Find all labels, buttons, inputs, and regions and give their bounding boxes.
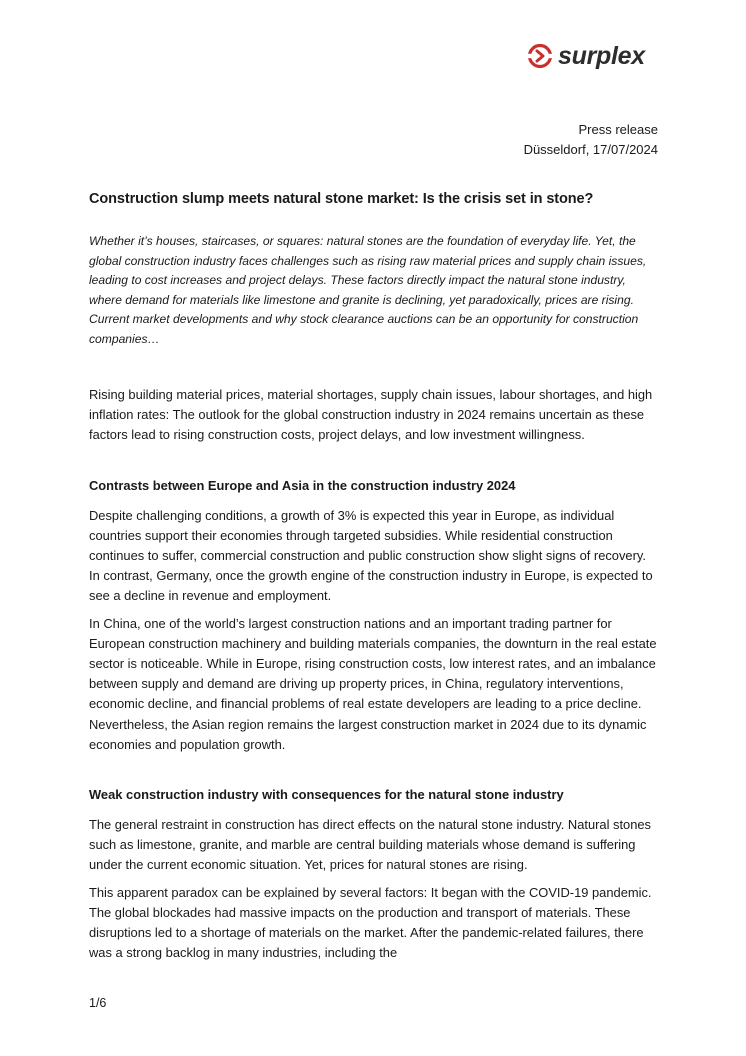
surplex-logo bbox=[526, 42, 645, 70]
page-number: 1/6 bbox=[89, 996, 107, 1010]
section2-paragraph-1: The general restraint in construction has direct effects on the natural stone industry. Natural stones such as limestone, granite, and marble are central building materials whose demand is suffering under the current economic situation. Yet, prices for natural stones are rising. bbox=[89, 817, 652, 873]
lead-paragraph: Whether it’s houses, staircases, or squares: natural stones are the foundation of everyday life. Yet, the global construction industry faces challenges such as rising raw material prices and supply chain issues, leading to cost increases and project delays. These factors directly impact the natural stone industry, where demand for materials like limestone and granite is declining, yet paradoxically, prices are rising. Current market developments and why stock clearance auctions can be an opportunity for construction companies… bbox=[89, 234, 647, 346]
section1-paragraph-2: In China, one of the world’s largest construction nations and an important trading partner for European construction machinery and building materials companies, the downturn in the real estate sector is noticeable. While in Europe, rising construction costs, low interest rates, and an imbalance between supply and demand are driving up property prices, in China, regulatory interventions, economic decline, and financial problems of real estate developers are leading to a price decline. Nevertheless, the Asian region remains the largest construction market in 2024 due to its dynamic economies and population growth. bbox=[89, 615, 657, 752]
document-type: Press release bbox=[578, 122, 658, 137]
intro-paragraph: Rising building material prices, material shortages, supply chain issues, labour shortages, and high inflation rates: The outlook for the global construction industry in 2024 remains uncertain as these factors lead to rising construction costs, project delays, and low investment willingness. bbox=[89, 387, 653, 443]
surplex-logo-icon bbox=[526, 42, 554, 70]
article-body bbox=[89, 188, 659, 970]
section2-paragraph-2: This apparent paradox can be explained by several factors: It began with the COVID-19 pandemic. The global blockades had massive impacts on the production and transport of materials. These disruptions led to a shortage of materials on the market. After the pandemic-related failures, there was a strong backlog in many industries, including the bbox=[89, 884, 652, 961]
section1-paragraph-1: Despite challenging conditions, a growth of 3% is expected this year in Europe, as individual countries support their economies through targeted subsidies. While residential construction continues to suffer, commercial construction and public construction show slight signs of recovery. In contrast, Germany, once the growth engine of the construction industry in Europe, is expected to see a decline in revenue and employment. bbox=[89, 507, 653, 604]
section2-heading: Weak construction industry with consequences for the natural stone industry bbox=[89, 787, 564, 803]
place-date: Düsseldorf, 17/07/2024 bbox=[523, 142, 658, 157]
article-title: Construction slump meets natural stone market: Is the crisis set in stone? bbox=[89, 191, 594, 207]
section1-heading: Contrasts between Europe and Asia in the construction industry 2024 bbox=[89, 477, 516, 493]
logo-text: surplex bbox=[558, 41, 645, 70]
press-meta bbox=[524, 120, 658, 160]
